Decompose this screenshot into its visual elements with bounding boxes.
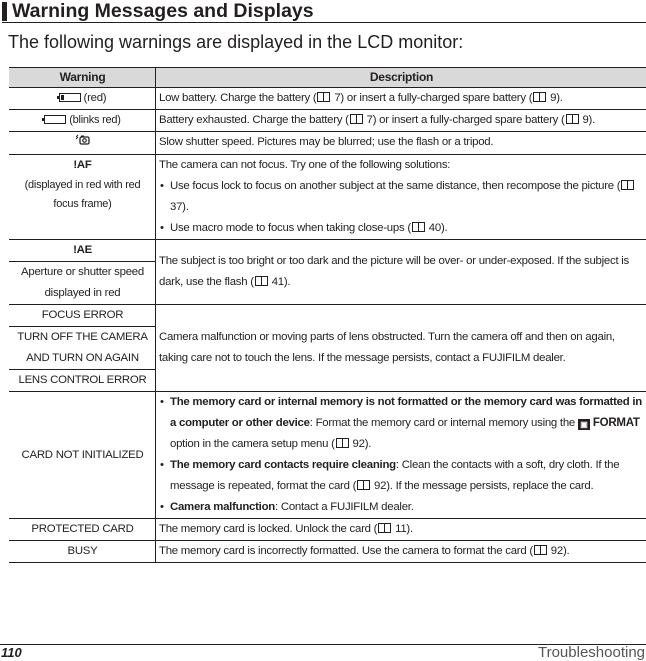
description-cell: Camera malfunction or moving parts of lens obstructed. Turn the camera off and then on again, taking care not to touch the lens. If the message persists, contact a FUJIFILM dealer. <box>156 305 646 392</box>
warning-cell: (red) <box>9 88 156 110</box>
book-icon <box>534 545 547 555</box>
exclamation-icon: ! <box>73 159 77 171</box>
warning-cell: CARD NOT INITIALIZED <box>9 392 156 519</box>
intro-text: The following warnings are displayed in the LCD monitor: <box>8 30 463 54</box>
table-row <box>9 519 646 541</box>
list-item: • Use focus lock to focus on another subject at the same distance, then recompose the picture ( 37). <box>159 176 644 218</box>
title-bar <box>2 0 646 23</box>
warning-cell: Aperture or shutter speed displayed in red <box>9 262 156 305</box>
book-icon <box>357 480 370 490</box>
book-icon <box>378 523 391 533</box>
table-row <box>9 88 646 110</box>
section-name: Troubleshooting <box>538 644 645 661</box>
camera-shake-icon <box>76 132 90 153</box>
header-description: Description <box>156 68 646 88</box>
title-marker <box>2 2 7 21</box>
book-icon <box>350 114 363 124</box>
table-row <box>9 132 646 155</box>
warning-cell: !AF (displayed in red with red focus frame) <box>9 155 156 240</box>
table-row <box>9 541 646 563</box>
warning-cell: BUSY <box>9 541 156 563</box>
table-row <box>9 110 646 132</box>
book-icon <box>412 222 425 232</box>
description-cell: The memory card is incorrectly formatted. Use the camera to format the card ( 92). <box>156 541 646 563</box>
warning-cell: (blinks red) <box>9 110 156 132</box>
list-item: • The memory card contacts require cleaning: Clean the contacts with a soft, dry cloth. If the message is repeated, format the card ( 92). If the message persists, replace the card. <box>159 455 644 497</box>
book-icon <box>621 180 634 190</box>
description-cell: The memory card is locked. Unlock the card ( 11). <box>156 519 646 541</box>
warnings-table <box>9 67 646 563</box>
table-header-row <box>9 68 646 88</box>
book-icon <box>566 114 579 124</box>
exclamation-icon: ! <box>73 244 77 256</box>
warning-cell: LENS CONTROL ERROR <box>9 370 156 392</box>
warning-cell: TURN OFF THE CAMERA AND TURN ON AGAIN <box>9 327 156 370</box>
description-cell: The camera can not focus. Try one of the following solutions: • Use focus lock to focus on another subject at the same distance, then recompose the picture ( 37). • Use macro mode to focus when taking close-ups ( 40). <box>156 155 646 240</box>
page-number: 110 <box>1 645 22 660</box>
header-warning: Warning <box>9 68 156 88</box>
warning-cell: PROTECTED CARD <box>9 519 156 541</box>
book-icon <box>317 92 330 102</box>
description-cell: Low battery. Charge the battery ( 7) or insert a fully-charged spare battery ( 9). <box>156 88 646 110</box>
battery-empty-icon <box>44 115 66 124</box>
book-icon <box>255 276 268 286</box>
table-row <box>9 392 646 519</box>
table-row <box>9 155 646 240</box>
description-cell: The subject is too bright or too dark and the picture will be over- or under-exposed. If the subject is dark, use the flash ( 41). <box>156 240 646 305</box>
warning-cell <box>9 132 156 155</box>
battery-low-icon <box>59 93 81 102</box>
warning-cell: FOCUS ERROR <box>9 305 156 327</box>
list-item: • Camera malfunction: Contact a FUJIFILM dealer. <box>159 497 644 518</box>
table-row <box>9 240 646 262</box>
description-cell: Battery exhausted. Charge the battery ( 7) or insert a fully-charged spare battery ( 9). <box>156 110 646 132</box>
format-menu-icon: ▣ <box>578 419 590 430</box>
description-cell <box>156 392 646 519</box>
list-item: • Use macro mode to focus when taking close-ups ( 40). <box>159 218 644 239</box>
book-icon <box>336 438 349 448</box>
list-item: • The memory card or internal memory is not formatted or the memory card was formatted in a computer or other device: Format the memory card or internal memory using the ▣ FORMAT option in the camera setup menu ( 92). <box>159 392 644 455</box>
book-icon <box>533 92 546 102</box>
description-cell: Slow shutter speed. Pictures may be blurred; use the flash or a tripod. <box>156 132 646 155</box>
warning-cell: !AE <box>9 240 156 262</box>
page-title: Warning Messages and Displays <box>12 0 314 22</box>
table-row <box>9 305 646 327</box>
